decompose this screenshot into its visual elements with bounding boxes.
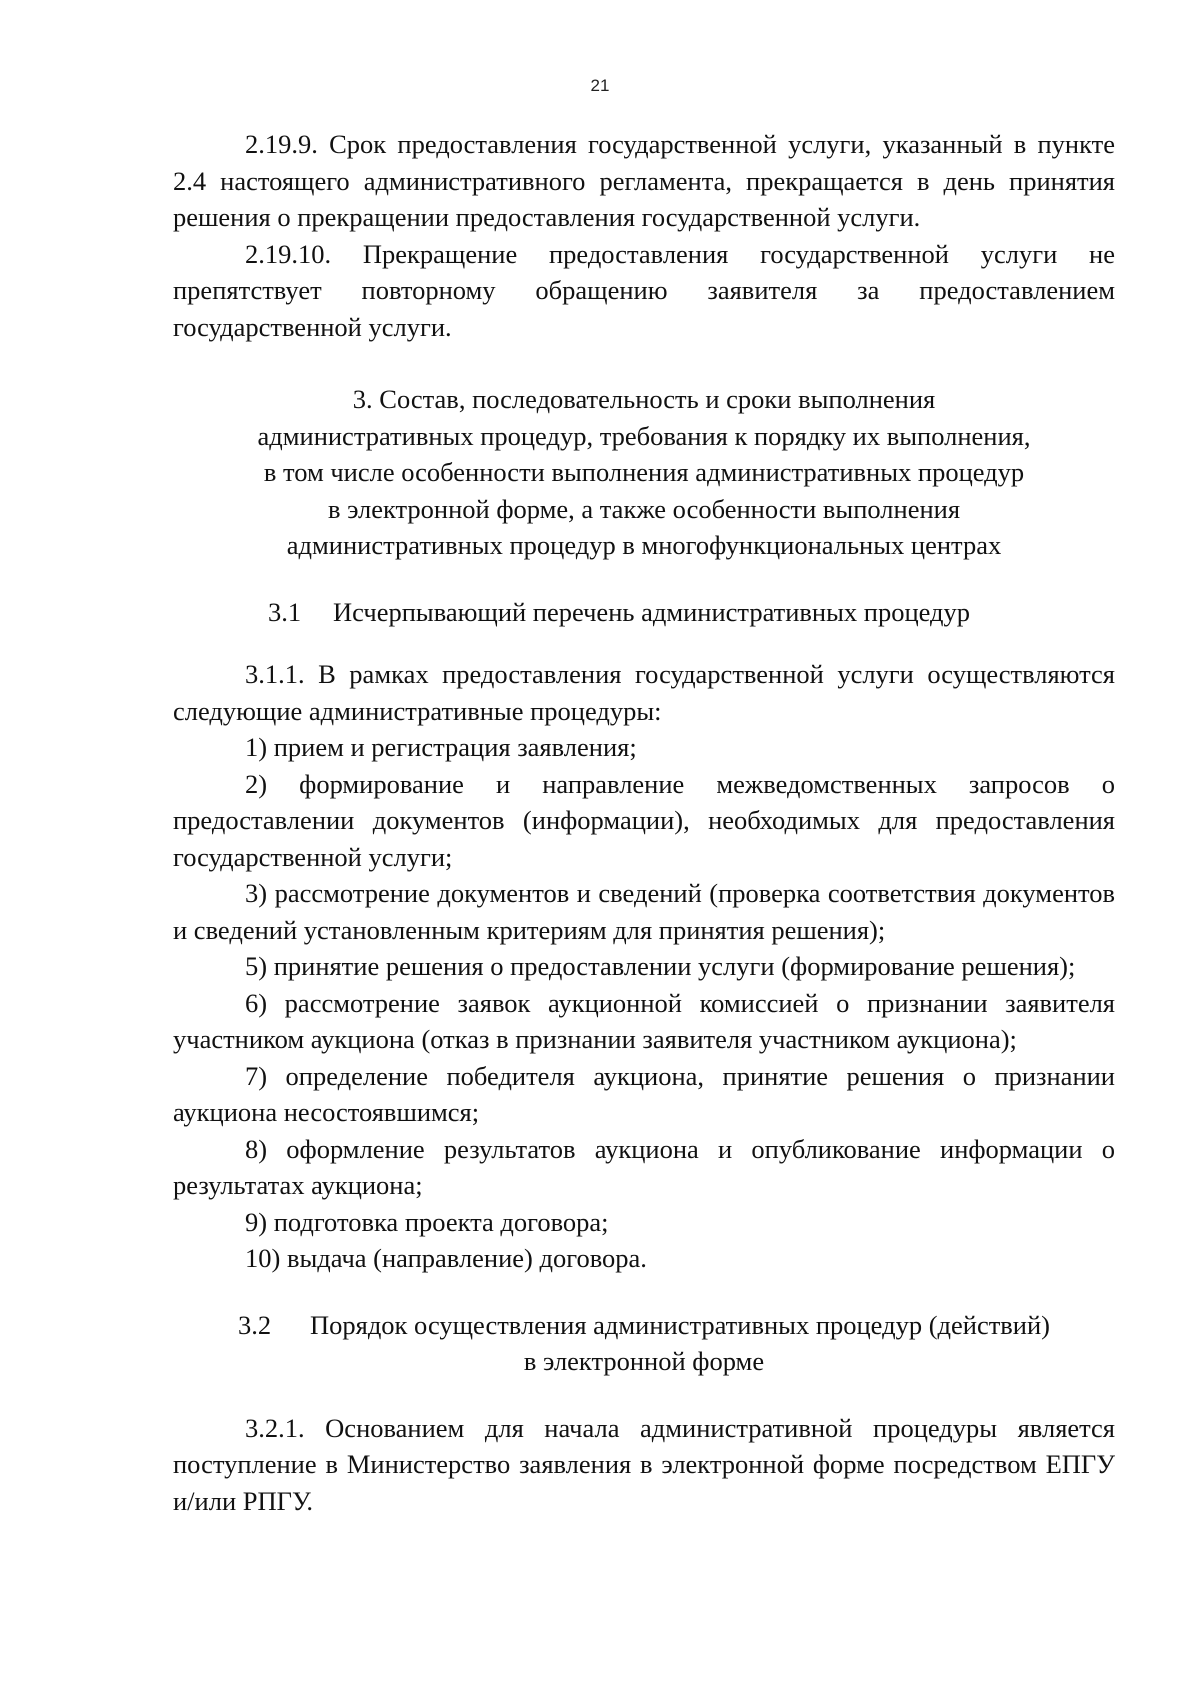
paragraph-2-19-9: 2.19.9. Срок предоставления государственной услуги, указанный в пункте 2.4 настоящего административного регламента, прекращается в день принятия решения о прекращении предоставления государственной услуги.	[173, 129, 1115, 232]
paragraph-2-19-10: 2.19.10. Прекращение предоставления государственной услуги не препятствует повторному обращению заявителя за предоставлением государственной услуги.	[173, 238, 1115, 342]
paragraph-3-2-1: 3.2.1. Основанием для начала административной процедуры является поступление в Министерство заявления в электронной форме посредством ЕПГУ и/или РПГУ.	[173, 1412, 1115, 1516]
spacer	[173, 630, 1115, 656]
list-item: 5) принятие решения о предоставлении услуги (формирование решения);	[245, 951, 1076, 981]
section-3-2-heading	[173, 1307, 1115, 1380]
section-3-2-heading-line	[173, 1307, 1115, 1344]
section-3-heading-line: в электронной форме, а также особенности выполнения	[327, 493, 961, 524]
section-3-heading-line: административных процедур в многофункциональных центрах	[286, 530, 1002, 560]
list-item: 9) подготовка проекта договора;	[245, 1206, 609, 1237]
list-item: 10) выдача (направление) договора.	[245, 1243, 647, 1273]
section-3-1-title: Исчерпывающий перечень административных процедур	[333, 596, 971, 627]
spacer	[173, 345, 1115, 381]
list-item: 7) определение победителя аукциона, принятие решения о признании аукциона несостоявшимся;	[173, 1060, 1115, 1127]
section-3-heading-line: в том числе особенности выполнения административных процедур	[263, 457, 1025, 487]
spacer	[173, 564, 1115, 594]
list-item: 3) рассмотрение документов и сведений (проверка соответствия документов и сведений установленным критериям для принятия решения);	[173, 878, 1115, 945]
list-item: 6) рассмотрение заявок аукционной комиссией о признании заявителя участником аукциона (отказ в признании заявителя участником аукциона);	[173, 987, 1115, 1054]
section-3-heading-line: 3. Состав, последовательность и сроки выполнения	[352, 384, 936, 414]
paragraph-3-1-1: 3.1.1. В рамках предоставления государственной услуги осуществляются следующие административные процедуры:	[173, 659, 1115, 726]
list-item: 8) оформление результатов аукциона и опубликование информации о результатах аукциона;	[173, 1133, 1115, 1200]
list-item: 2) формирование и направление межведомственных запросов о предоставлении документов (информации), необходимых для предоставления государственной услуги;	[173, 768, 1115, 872]
page-number: 21	[590, 76, 610, 95]
section-3-1-heading	[173, 594, 1115, 631]
section-3-2-title: Порядок осуществления административных процедур (действий)	[310, 1309, 1050, 1340]
section-3-2-number: 3.2	[238, 1309, 272, 1340]
section-3-heading-line: административных процедур, требования к порядку их выполнения,	[257, 420, 1031, 451]
page-content	[173, 126, 1115, 1519]
section-3-1-number: 3.1	[268, 596, 302, 627]
spacer	[173, 1277, 1115, 1307]
section-3-2-heading-line: в электронной форме	[523, 1346, 765, 1376]
list-item: 1) прием и регистрация заявления;	[245, 732, 637, 762]
spacer	[173, 1380, 1115, 1410]
section-3-heading	[173, 381, 1115, 564]
